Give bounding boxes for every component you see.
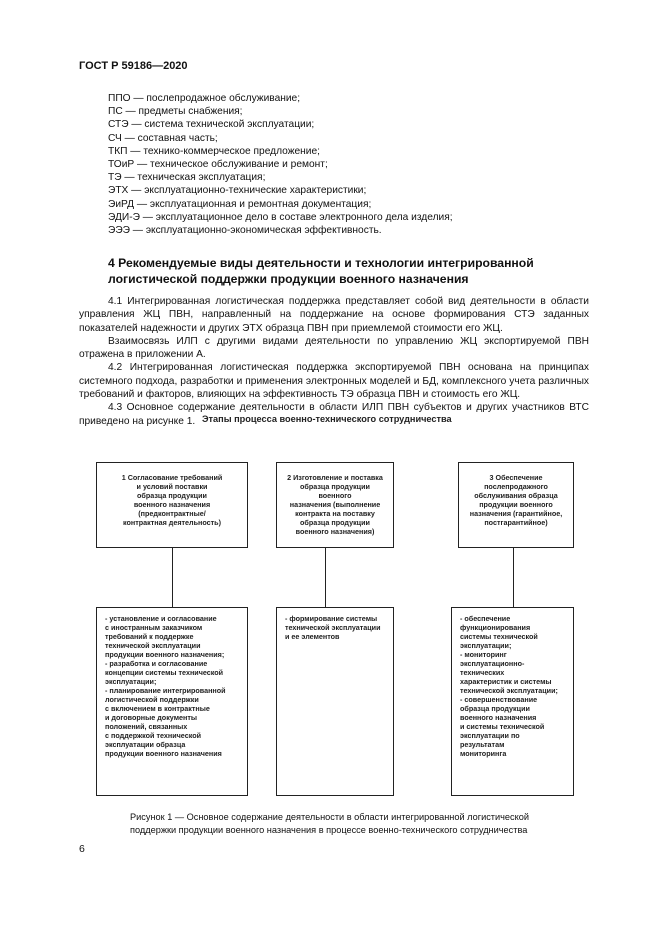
connector-line bbox=[172, 548, 173, 607]
stage-line: военного назначения bbox=[133, 500, 211, 509]
activity-line: с включением в контрактные bbox=[105, 704, 210, 713]
activity-line: - совершенствование bbox=[460, 695, 538, 704]
activity-line: эксплуатации по результатам bbox=[460, 731, 520, 749]
activity-line: с иностранным заказчиком bbox=[105, 623, 203, 632]
stage-line: назначения (выполнение bbox=[289, 500, 381, 509]
activity-line: технической эксплуатации bbox=[285, 623, 381, 632]
paragraph: 4.3 Основное содержание деятельности в области ИЛП ПВН субъектов и других участников ВТС приведено на рисунке 1. bbox=[79, 402, 589, 427]
stage-box-3 bbox=[458, 462, 574, 548]
activity-line: продукции военного назначения bbox=[105, 749, 222, 758]
figure-caption bbox=[130, 811, 570, 837]
caption-line: Рисунок 1 — Основное содержание деятельности в области интегрированной логистической bbox=[130, 812, 529, 822]
activity-line: - обеспечение bbox=[460, 614, 511, 623]
abbreviation-item: ЭТХ — эксплуатационно-технические характеристики; bbox=[108, 185, 367, 197]
activity-line: - установление и согласование bbox=[105, 614, 217, 623]
stage-line: назначения (гарантийное, bbox=[469, 509, 563, 518]
abbreviation-item: ТКП — технико-коммерческое предложение; bbox=[108, 145, 320, 157]
abbreviation-item: ТЭ — техническая эксплуатация; bbox=[108, 172, 266, 184]
activity-line: с поддержкой технической bbox=[105, 731, 202, 740]
abbreviation-item: ЭЭЭ — эксплуатационно-экономическая эффективность. bbox=[108, 225, 382, 237]
activity-line: технических bbox=[460, 668, 505, 677]
activity-line: системы технической bbox=[460, 632, 538, 641]
figure-title: Этапы процесса военно-технического сотрудничества bbox=[202, 414, 452, 424]
abbreviation-list bbox=[108, 92, 453, 237]
paragraph: Взаимосвязь ИЛП с другими видами деятельности по управлению ЖЦ экспортируемой ПВН отражена в приложении А. bbox=[79, 335, 589, 361]
stage-line: контрактная деятельность) bbox=[122, 518, 221, 527]
stage-line: 1 Согласование требований bbox=[121, 473, 223, 482]
activity-line: функционирования bbox=[460, 623, 531, 632]
section-heading: 4 Рекомендуемые виды деятельности и технологии интегрированной логистической поддержки продукции военного назначения bbox=[108, 256, 534, 286]
document-header: ГОСТ Р 59186—2020 bbox=[79, 60, 188, 72]
abbreviation-item: ТОиР — техническое обслуживание и ремонт; bbox=[108, 159, 328, 171]
stage-line: контракта на поставку bbox=[295, 509, 375, 518]
activity-line: и ее элементов bbox=[285, 632, 340, 641]
activity-line: продукции военного назначения; bbox=[105, 650, 225, 659]
paragraph: 4.1 Интегрированная логистическая поддержка представляет собой вид деятельности в области управления ЖЦ ПВН, направленный на поддержание на основе формирования СТЭ заданных показателей надежности и других ЭТХ образца ПВН при приемлемой стоимости его ЖЦ. bbox=[79, 296, 589, 334]
paragraph: 4.2 Интегрированная логистическая поддержка экспортируемой ПВН основана на принципах системного подхода, разработки и применения электронных моделей и БД, комплексного учета различных требований и факторов, влияющих на эффективность ТЭ образца ПВН и стоимость его ЖЦ. bbox=[79, 362, 589, 401]
activity-box-3 bbox=[451, 607, 574, 796]
stage-line: и условий поставки bbox=[136, 482, 208, 491]
activity-line: и договорные документы bbox=[105, 713, 198, 722]
activity-line: технической эксплуатации; bbox=[460, 686, 558, 695]
activity-line: - мониторинг bbox=[460, 650, 507, 659]
abbreviation-item: СТЭ — система технической эксплуатации; bbox=[108, 119, 315, 131]
abbreviation-item: ЭиРД — эксплуатационная и ремонтная документация; bbox=[108, 198, 372, 210]
activity-line: военного назначения bbox=[460, 713, 537, 722]
stage-line: образца продукции bbox=[137, 491, 207, 500]
stage-line: образца продукции военного bbox=[300, 482, 370, 500]
activity-line: технической эксплуатации bbox=[105, 641, 201, 650]
activity-line: мониторинга bbox=[460, 749, 507, 758]
stage-line: (предконтрактные/ bbox=[138, 509, 206, 518]
stage-line: 2 Изготовление и поставка bbox=[287, 473, 383, 482]
stage-line: послепродажного bbox=[484, 482, 548, 491]
page-number: 6 bbox=[79, 843, 85, 855]
activity-line: и системы технической bbox=[460, 722, 545, 731]
activity-line: эксплуатации образца bbox=[105, 740, 186, 749]
stage-line: образца продукции bbox=[300, 518, 370, 527]
activity-line: характеристик и системы bbox=[460, 677, 552, 686]
stage-line: обслуживания образца bbox=[474, 491, 558, 500]
connector-line bbox=[325, 548, 326, 607]
stage-line: военного назначения) bbox=[295, 527, 375, 536]
stage-line: постгарантийное) bbox=[484, 518, 548, 527]
connector-line bbox=[513, 548, 514, 607]
abbreviation-item: ЭДИ-Э — эксплуатационное дело в составе электронного дела изделия; bbox=[108, 211, 453, 223]
activity-box-1 bbox=[96, 607, 248, 796]
activity-line: - планирование интегрированной bbox=[105, 686, 226, 695]
activity-line: эксплуатационно- bbox=[460, 659, 525, 668]
activity-line: образца продукции bbox=[460, 704, 530, 713]
activity-line: концепции системы технической bbox=[105, 668, 224, 677]
abbreviation-item: СЧ — составная часть; bbox=[108, 132, 218, 144]
abbreviation-item: ППО — послепродажное обслуживание; bbox=[108, 93, 301, 104]
activity-line: - формирование системы bbox=[285, 614, 378, 623]
activity-line: - разработка и согласование bbox=[105, 659, 208, 668]
activity-line: положений, связанных bbox=[105, 722, 188, 731]
caption-line: поддержки продукции военного назначения в процессе военно-технического сотрудничества bbox=[130, 825, 528, 835]
stage-line: продукции военного bbox=[479, 500, 553, 509]
body-text bbox=[79, 295, 589, 428]
activity-line: эксплуатации; bbox=[105, 677, 157, 686]
activity-line: логистической поддержки bbox=[105, 695, 199, 704]
activity-line: требований к поддержке bbox=[105, 632, 194, 641]
activity-box-2 bbox=[276, 607, 394, 796]
stage-box-1 bbox=[96, 462, 248, 548]
activity-line: эксплуатации; bbox=[460, 641, 512, 650]
stage-line: 3 Обеспечение bbox=[489, 473, 543, 482]
abbreviation-item: ПС — предметы снабжения; bbox=[108, 106, 243, 118]
stage-box-2 bbox=[276, 462, 394, 548]
